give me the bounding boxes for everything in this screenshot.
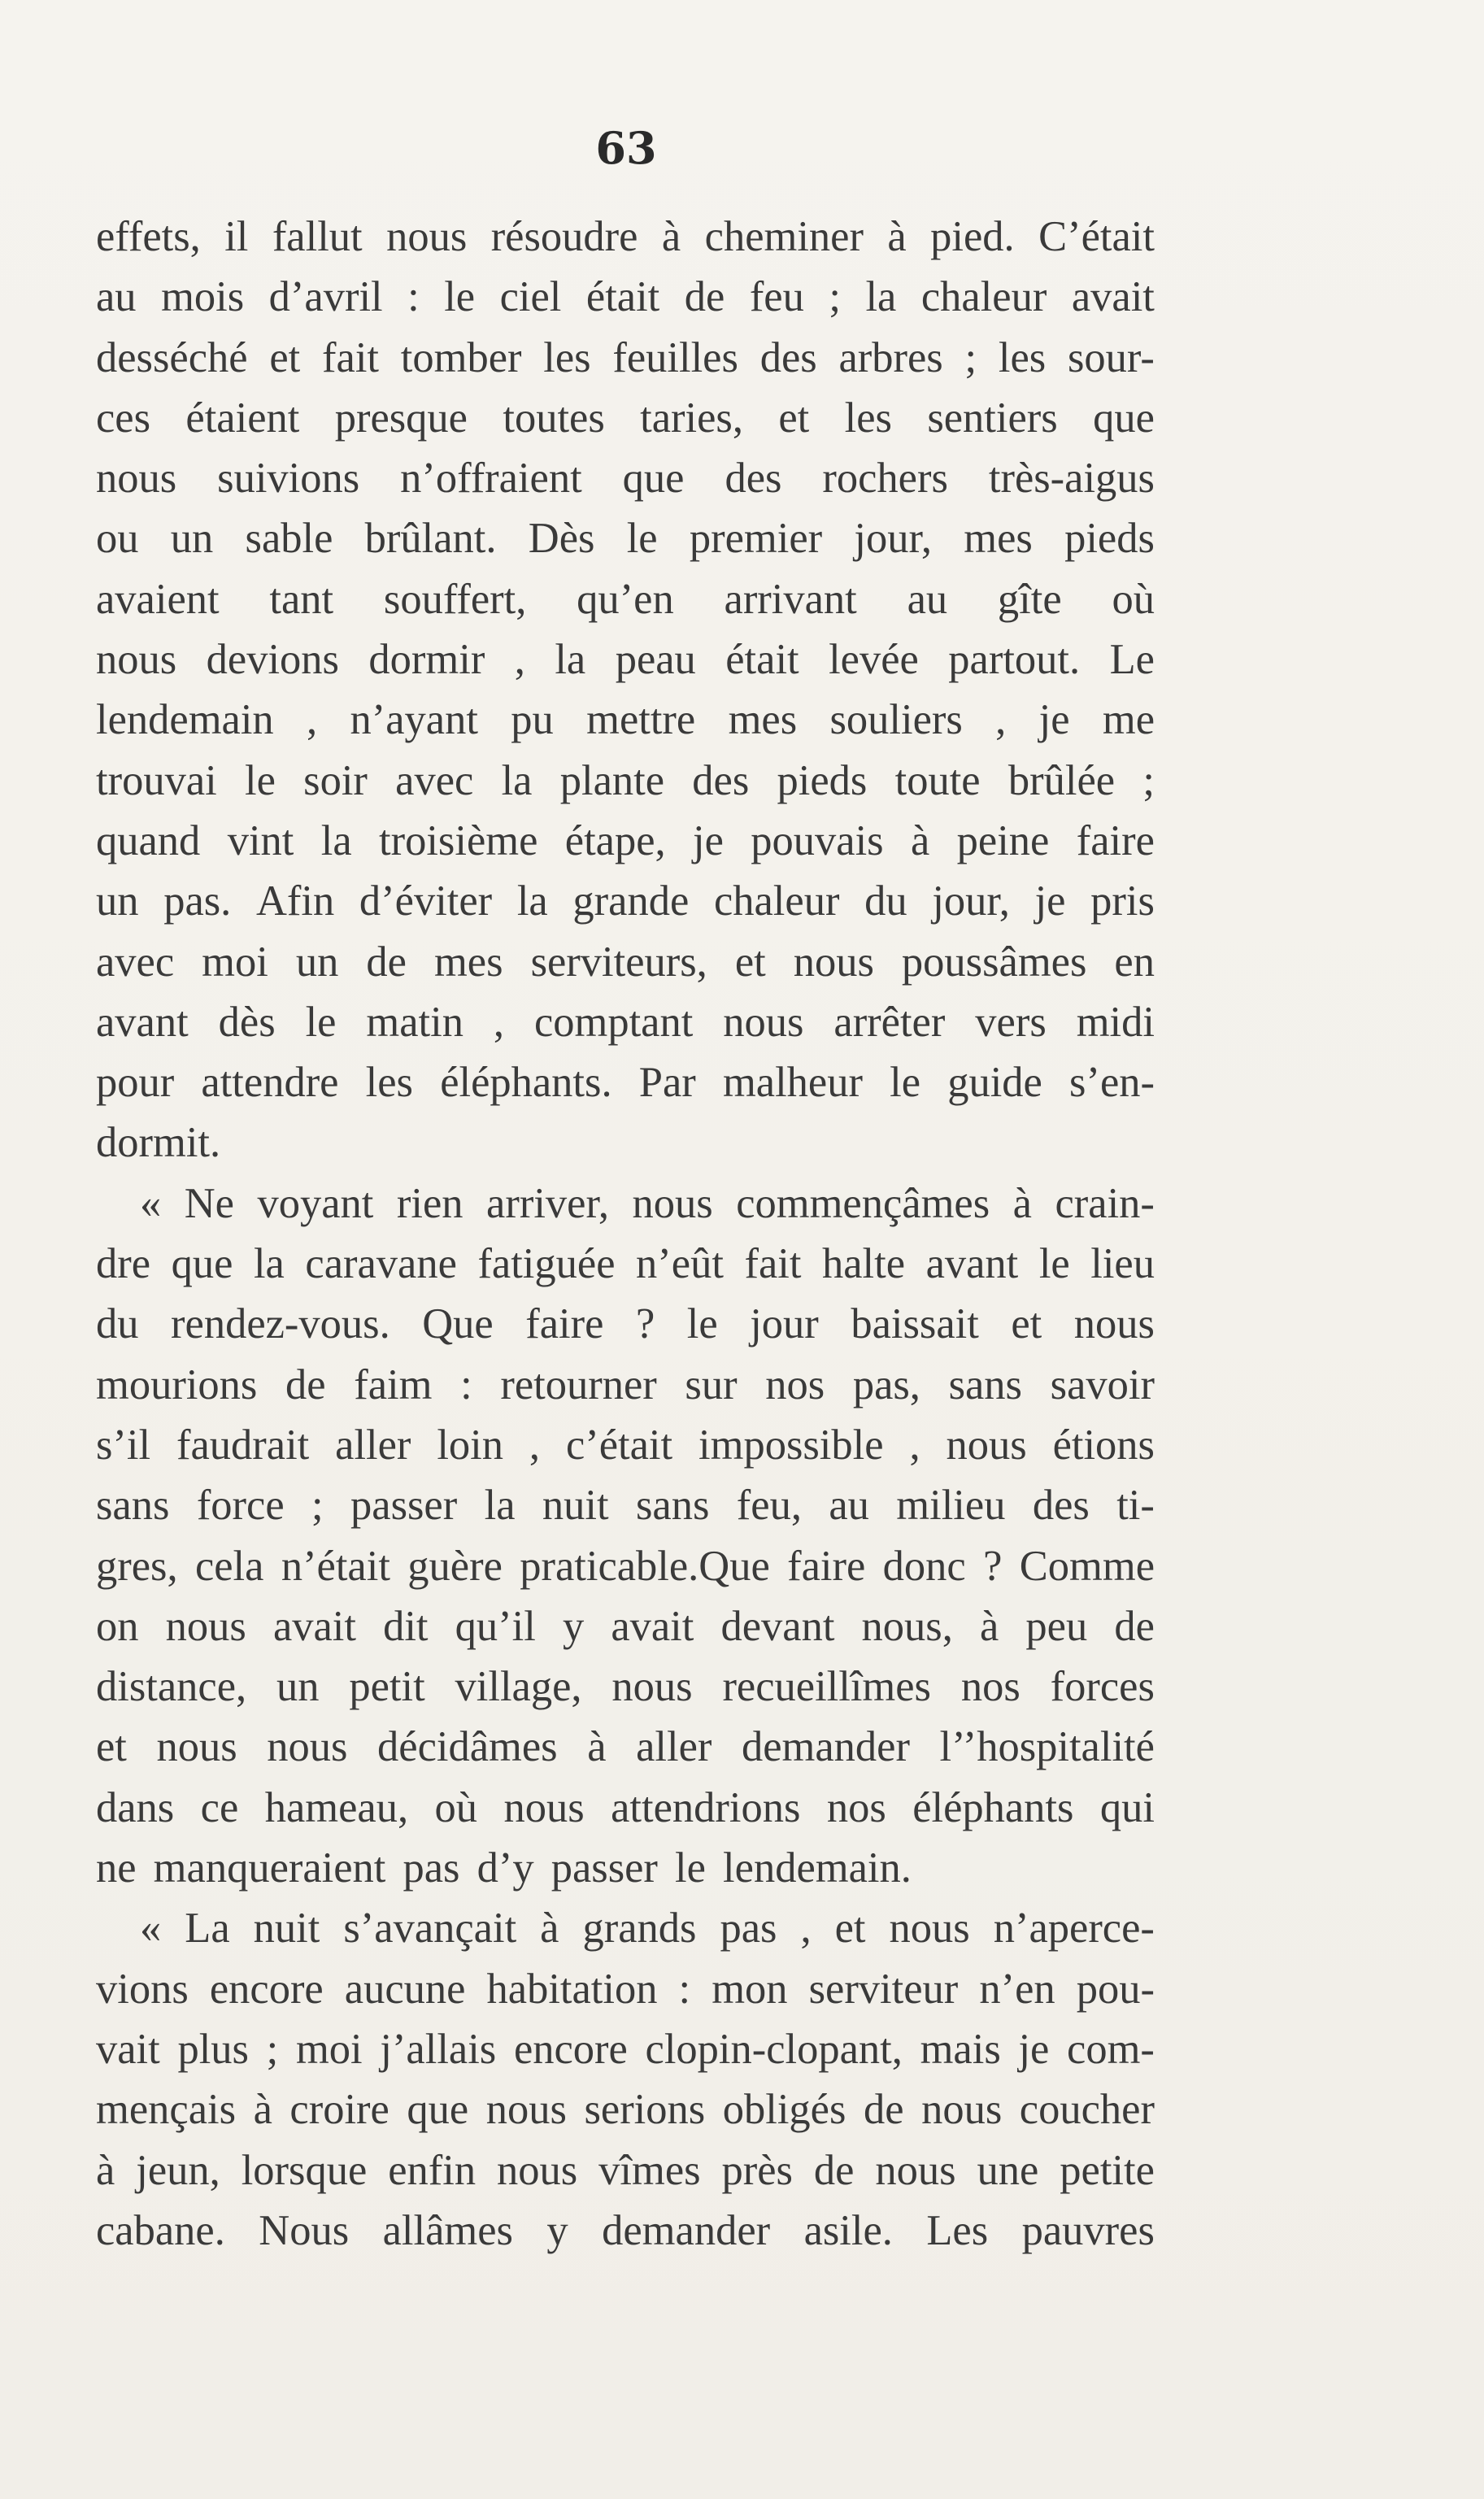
text-line: au mois d’avril : le ciel était de feu ; la chaleur avait — [96, 273, 1155, 321]
text-line: avec moi un de mes serviteurs, et nous poussâmes en — [96, 938, 1155, 986]
text-line: dormit. — [96, 1119, 221, 1167]
text-line: cabane. Nous allâmes y demander asile. Les pauvres — [96, 2206, 1155, 2254]
text-line: effets, il fallut nous résoudre à cheminer à pied. C’était — [96, 213, 1155, 260]
text-line: et nous nous décidâmes à aller demander l’’hospitalité — [96, 1723, 1155, 1771]
text-line: avant dès le matin , comptant nous arrêter vers midi — [96, 998, 1155, 1046]
text-line: nous suivions n’offraient que des rochers très-aigus — [96, 455, 1155, 503]
text-line: à jeun, lorsque enfin nous vîmes près de nous une petite — [96, 2146, 1155, 2194]
text-line: « Ne voyant rien arriver, nous commençâmes à crain- — [140, 1179, 1155, 1227]
text-line: un pas. Afin d’éviter la grande chaleur du jour, je pris — [96, 877, 1155, 925]
text-line: avaient tant souffert, qu’en arrivant au gîte où — [96, 575, 1155, 623]
page-number: 63 — [595, 122, 657, 174]
text-line: dre que la caravane fatiguée n’eût fait halte avant le lieu — [96, 1240, 1155, 1288]
text-line: nous devions dormir , la peau était levée partout. Le — [96, 636, 1155, 684]
text-line: gres, cela n’était guère praticable.Que faire donc ? Comme — [96, 1542, 1155, 1590]
text-line: ou un sable brûlant. Dès le premier jour, mes pieds — [96, 515, 1155, 563]
text-line: desséché et fait tomber les feuilles des arbres ; les sour- — [96, 333, 1155, 381]
text-line: mençais à croire que nous serions obligés de nous coucher — [96, 2086, 1155, 2134]
text-line: ne manqueraient pas d’y passer le lendemain. — [96, 1844, 912, 1892]
text-line: quand vint la troisième étape, je pouvais à peine faire — [96, 816, 1155, 864]
text-line: on nous avait dit qu’il y avait devant nous, à peu de — [96, 1602, 1155, 1650]
text-line: s’il faudrait aller loin , c’était impossible , nous étions — [96, 1421, 1155, 1469]
text-line: du rendez-vous. Que faire ? le jour baissait et nous — [96, 1300, 1155, 1348]
text-line: ces étaient presque toutes taries, et les sentiers que — [96, 394, 1155, 442]
text-line: lendemain , n’ayant pu mettre mes souliers , je me — [96, 696, 1155, 744]
text-line: distance, un petit village, nous recueillîmes nos forces — [96, 1663, 1155, 1711]
text-line: vions encore aucune habitation : mon serviteur n’en pou- — [96, 1965, 1155, 2013]
text-line: « La nuit s’avançait à grands pas , et nous n’aperce- — [140, 1905, 1155, 1953]
text-line: trouvai le soir avec la plante des pieds toute brûlée ; — [96, 756, 1155, 804]
text-line: mourions de faim : retourner sur nos pas, sans savoir — [96, 1361, 1155, 1408]
body-text — [96, 207, 1155, 2261]
text-line: vait plus ; moi j’allais encore clopin-clopant, mais je com- — [96, 2025, 1155, 2073]
text-line: dans ce hameau, où nous attendrions nos éléphants qui — [96, 1783, 1155, 1831]
text-line: pour attendre les éléphants. Par malheur le guide s’en- — [96, 1059, 1155, 1107]
text-line: sans force ; passer la nuit sans feu, au milieu des ti- — [96, 1482, 1155, 1530]
